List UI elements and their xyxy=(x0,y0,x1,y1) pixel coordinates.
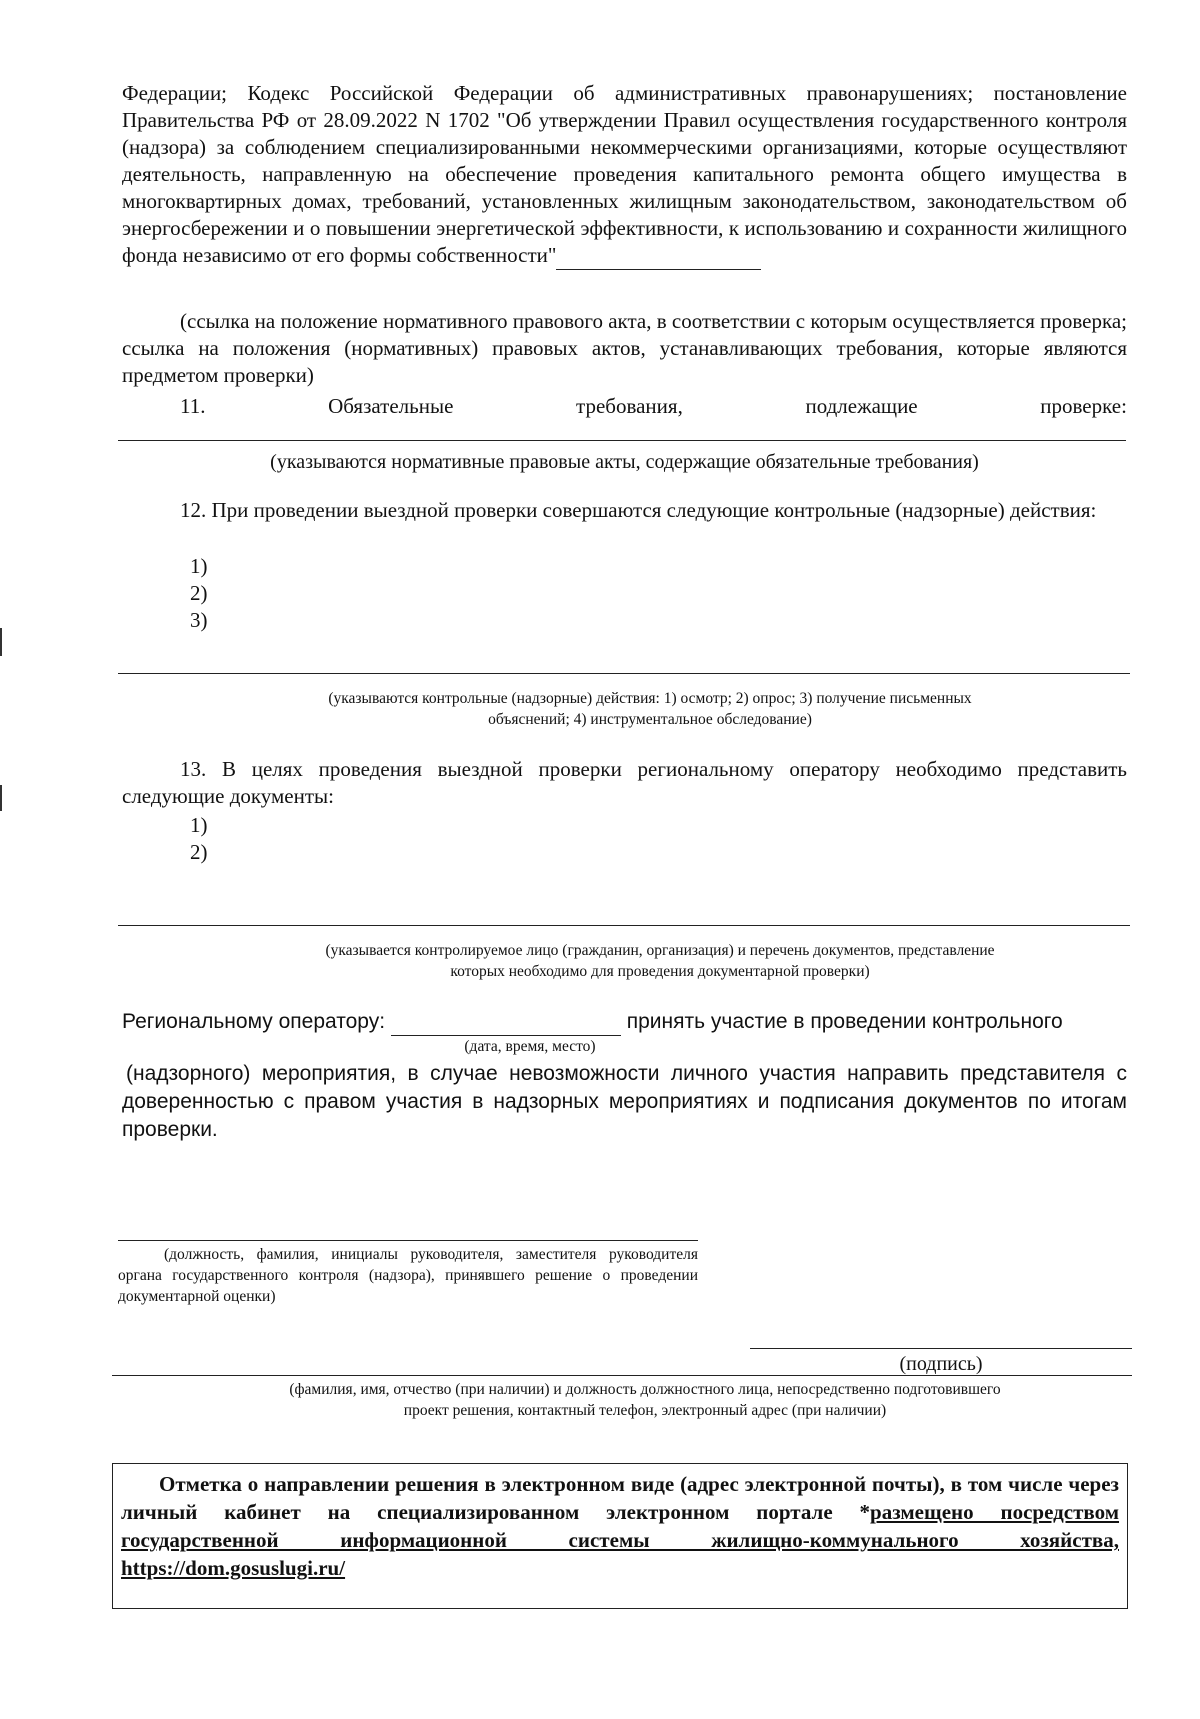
scan-edge-mark xyxy=(0,628,2,656)
signatory-line xyxy=(118,1240,698,1241)
preparer-line xyxy=(112,1375,1132,1376)
reference-note: (ссылка на положение нормативного правового акта, в соответствии с которым осуществляется проверка; ссылка на положения (нормативных) правовых актов, устанавливающих требования, которые являются предметом проверки) xyxy=(122,309,1127,387)
item-11-word: Обязательные xyxy=(328,394,454,418)
electronic-notice-text xyxy=(121,1470,1119,1582)
signatory-caption: (должность, фамилия, инициалы руководителя, заместителя руководителя органа государственного контроля (надзора), принявшего решение о проведении документарной оценки) xyxy=(118,1246,698,1305)
preparer-caption-line: проект решения, контактный телефон, электронный адрес (при наличии) xyxy=(403,1402,887,1419)
item-13-caption-line: (указывается контролируемое лицо (гражданин, организация) и перечень документов, представление xyxy=(325,942,995,959)
item-11-word: подлежащие xyxy=(805,394,918,418)
preparer-caption xyxy=(160,1379,1130,1421)
item-11-row xyxy=(122,393,1127,420)
item-12-caption xyxy=(180,688,1120,730)
operator-blank-caption: (дата, время, место) xyxy=(464,1038,596,1055)
operator-after-blank: принять участие в проведении контрольного xyxy=(626,1010,1063,1033)
operator-continuation: (надзорного) мероприятия, в случае невозможности личного участия направить представителя с доверенностью с правом участия в надзорных мероприятиях и подписания документов по итогам проверки. xyxy=(122,1062,1127,1141)
electronic-notice-plain: Отметка о направлении решения в электронном виде (адрес электронной почты), в том числе через личный кабинет на специализированном электронном портале * xyxy=(121,1472,1119,1524)
item-13-blank-line xyxy=(118,925,1130,926)
intro-paragraph xyxy=(122,80,1127,270)
electronic-notice-link[interactable]: размещено посредством государственной информационной системы жилищно-коммунального хозяйства, https://dom.gosuslugi.ru/ xyxy=(121,1500,1120,1580)
item-12-text: 12. При проведении выездной проверки совершаются следующие контрольные (надзорные) действия: xyxy=(180,498,1097,522)
item-12-caption-line: (указываются контрольные (надзорные) действия: 1) осмотр; 2) опрос; 3) получение письменных xyxy=(328,690,972,707)
item-11-word: требования, xyxy=(576,394,683,418)
item-11-number: 11. xyxy=(180,394,206,418)
signature-caption: (подпись) xyxy=(899,1353,983,1375)
item-12-caption-line: объяснений; 4) инструментальное обследование) xyxy=(488,711,812,728)
item-13-caption xyxy=(180,940,1140,982)
item-13-list-item: 2) xyxy=(190,840,208,864)
item-13-text: 13. В целях проведения выездной проверки региональному оператору необходимо представить следующие документы: xyxy=(122,757,1127,808)
intro-blank-line xyxy=(556,242,761,270)
operator-date-blank xyxy=(391,1008,621,1036)
preparer-caption-line: (фамилия, имя, отчество (при наличии) и должность должностного лица, непосредственно подготовившего xyxy=(289,1381,1001,1398)
item-12-list-item: 3) xyxy=(190,608,208,632)
intro-text: Федерации; Кодекс Российской Федерации об административных правонарушениях; постановление Правительства РФ от 28.09.2022 N 1702 "Об утверждении Правил осуществления государственного контроля (надзора) за соблюдением специализированными некоммерческими организациями, которые осуществляют деятельность, направленную на обеспечение проведения капитального ремонта общего имущества в многоквартирных домах, требований, установленных жилищным законодательством, законодательством об энергосбережении и о повышении энергетической эффективности, к использованию и сохранности жилищного фонда независимо от его формы собственности" xyxy=(122,81,1127,267)
signature-line xyxy=(750,1348,1132,1349)
electronic-notice-box xyxy=(112,1463,1128,1609)
operator-label: Региональному оператору: xyxy=(122,1010,386,1033)
item-12-list-item: 2) xyxy=(190,581,208,605)
item-13-caption-line: которых необходимо для проведения документарной проверки) xyxy=(450,963,870,980)
item-13-list-item: 1) xyxy=(190,813,208,837)
item-11-caption: (указываются нормативные правовые акты, содержащие обязательные требования) xyxy=(270,451,979,473)
item-12-blank-line xyxy=(118,673,1130,674)
scan-edge-mark xyxy=(0,785,2,811)
item-12-list-item: 1) xyxy=(190,554,208,578)
item-11-blank-line xyxy=(118,440,1126,441)
item-11-word: проверке: xyxy=(1040,394,1127,418)
operator-line xyxy=(122,1008,1127,1036)
